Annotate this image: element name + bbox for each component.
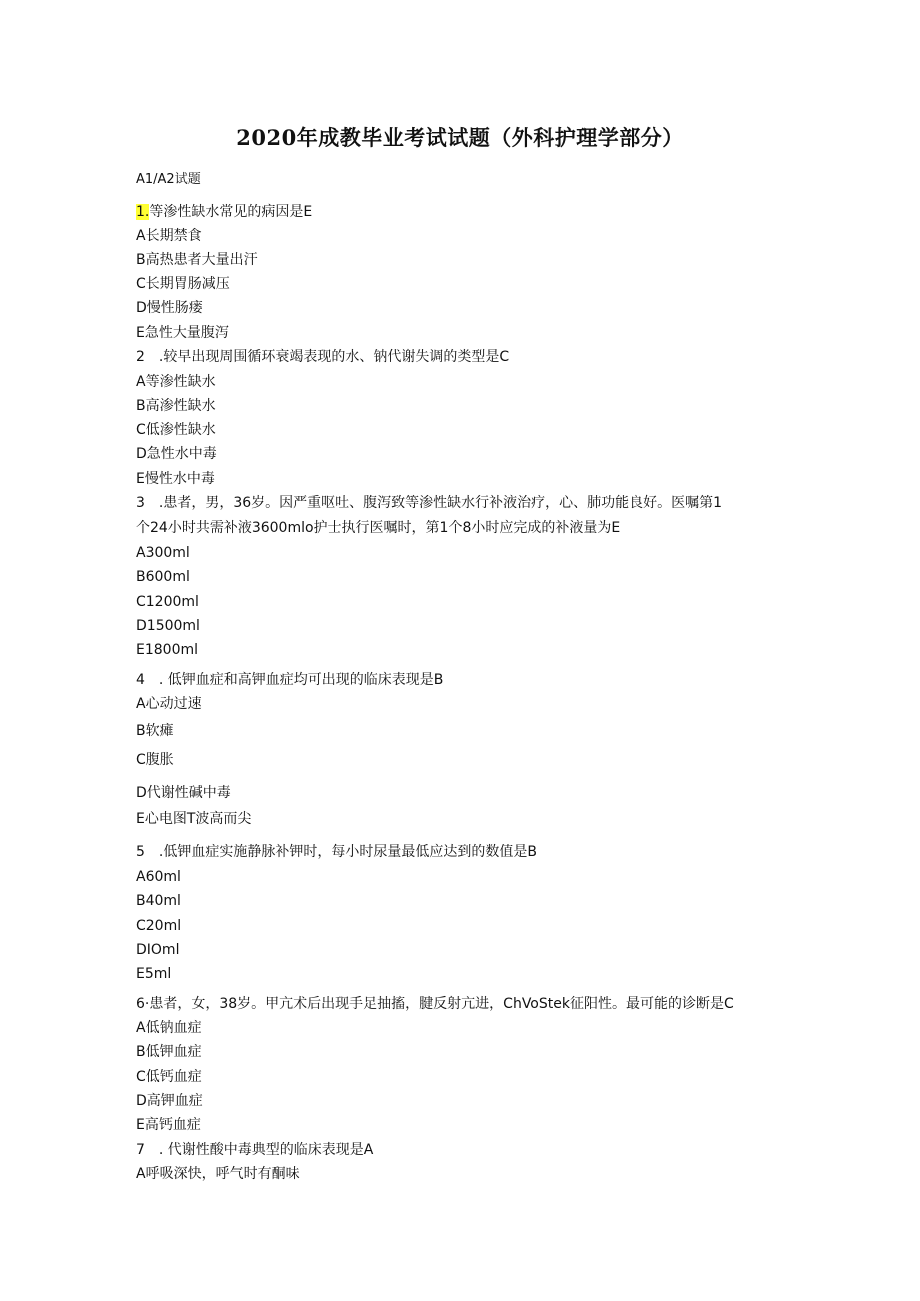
question-5-option: E5ml [136,966,172,982]
question-1-option: C长期胃肠减压 [136,276,230,292]
question-6-option: A低钠血症 [136,1020,202,1036]
question-6-option: B低钾血症 [136,1044,202,1060]
question-4-stem: 4 . 低钾血症和高钾血症均可出现的临床表现是B [136,672,444,688]
question-3-option: B600ml [136,569,190,585]
question-2-option: B高渗性缺水 [136,398,216,414]
question-5-option: C20ml [136,918,182,934]
question-2-stem: 2 .较早出现周围循环衰竭表现的水、钠代谢失调的类型是C [136,349,510,365]
question-3-option: D1500ml [136,618,200,634]
question-6-option: D高钾血症 [136,1093,203,1109]
question-7-stem: 7 . 代谢性酸中毒典型的临床表现是A [136,1142,374,1158]
question-2-option: A等渗性缺水 [136,374,216,390]
question-1-text: 等渗性缺水常见的病因是E [149,204,313,220]
question-4-option: B软瘫 [136,723,174,739]
question-3-option: A300ml [136,545,190,561]
question-2-option: D急性水中毒 [136,446,217,462]
question-4-option: E心电图T波高而尖 [136,811,252,827]
question-3-option: E1800ml [136,642,199,658]
question-1-option: A长期禁食 [136,228,202,244]
question-3-stem-line1: 3 .患者，男，36岁。因严重呕吐、腹泻致等渗性缺水行补液治疗，心、肺功能良好。医嘱第1 [136,495,723,511]
question-1-stem [136,203,312,221]
question-1-number: 1. [136,204,150,220]
question-5-option: DIOml [136,942,180,958]
question-4-option: C腹胀 [136,752,174,768]
question-3-stem-line2: 个24小时共需补液3600mlo护士执行医嘱时，第1个8小时应完成的补液量为E [136,520,621,536]
question-6-stem: 6·患者，女，38岁。甲亢术后出现手足抽搐，腱反射亢进，ChVoStek征阳性。最可能的诊断是C [136,996,734,1012]
question-4-option: A心动过速 [136,696,202,712]
question-1-option: D慢性肠瘘 [136,300,203,316]
question-4-option: D代谢性碱中毒 [136,785,231,801]
document-title: 2020年成教毕业考试试题（外科护理学部分） [236,125,684,150]
question-5-stem: 5 .低钾血症实施静脉补钾时，每小时尿量最低应达到的数值是B [136,844,537,860]
question-2-option: C低渗性缺水 [136,422,216,438]
question-2-option: E慢性水中毒 [136,471,215,487]
question-5-option: A60ml [136,869,181,885]
question-1-option: B高热患者大量出汗 [136,252,258,268]
question-3-option: C1200ml [136,594,199,610]
section-heading: A1/A2试题 [136,172,201,187]
question-6-option: C低钙血症 [136,1069,202,1085]
question-5-option: B40ml [136,893,181,909]
question-6-option: E高钙血症 [136,1117,201,1133]
question-1-option: E急性大量腹泻 [136,325,229,341]
question-7-option: A呼吸深快，呼气时有酮味 [136,1166,300,1182]
